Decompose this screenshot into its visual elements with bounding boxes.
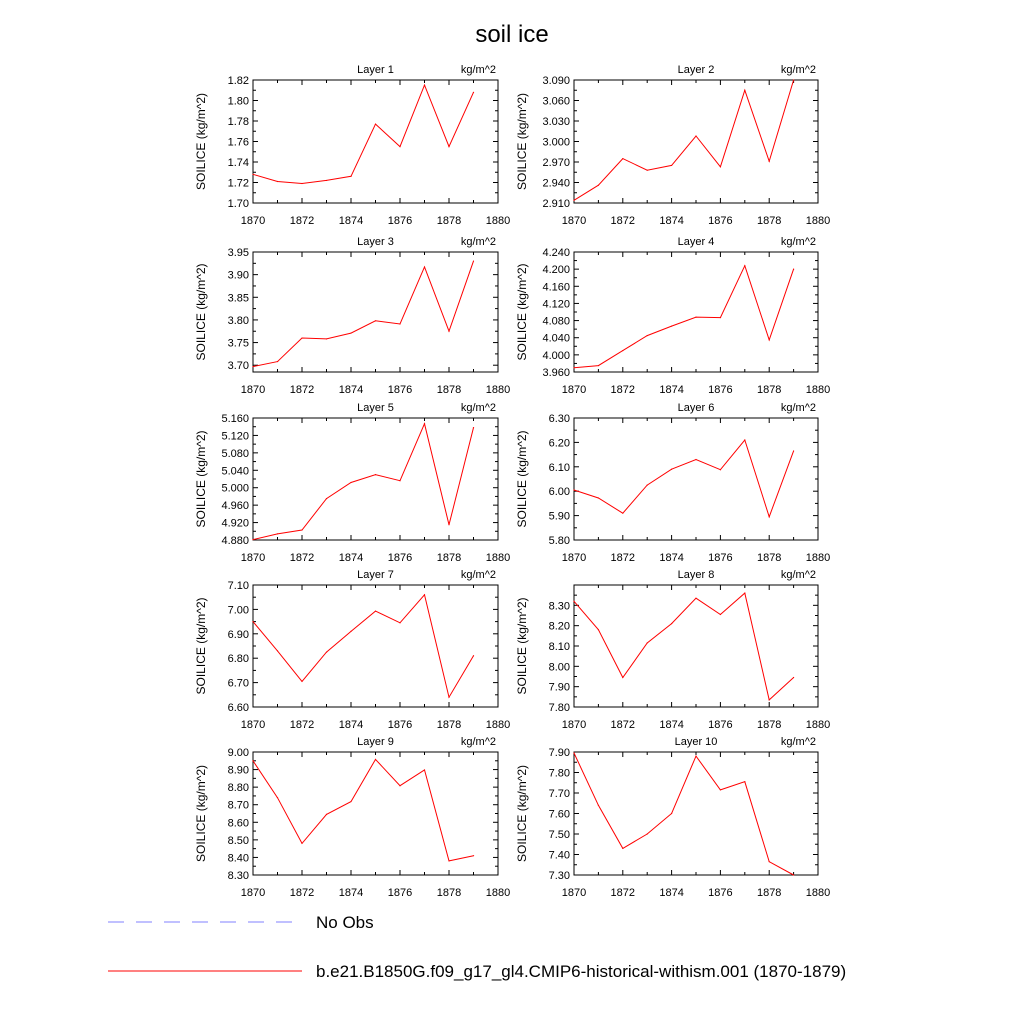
panel-title: Layer 9 bbox=[357, 736, 394, 748]
data-point bbox=[424, 85, 425, 86]
x-tick-label: 1872 bbox=[610, 384, 636, 396]
panel-units: kg/m^2 bbox=[780, 569, 816, 581]
panel-units: kg/m^2 bbox=[780, 236, 816, 248]
panel-layer-2 bbox=[515, 64, 830, 227]
series-line-model bbox=[574, 80, 794, 200]
x-tick-label: 1876 bbox=[387, 887, 413, 899]
panel-title: Layer 10 bbox=[674, 736, 718, 748]
x-tick-label: 1876 bbox=[708, 552, 733, 564]
data-point bbox=[793, 874, 794, 875]
series-line-model bbox=[574, 266, 794, 368]
y-tick-label: 3.960 bbox=[542, 367, 570, 379]
data-point bbox=[598, 805, 599, 806]
data-point bbox=[375, 474, 376, 475]
x-tick-label: 1874 bbox=[338, 719, 364, 731]
y-axis-label: SOILICE (kg/m^2) bbox=[194, 597, 208, 695]
data-point bbox=[720, 469, 721, 470]
series-line-model bbox=[253, 759, 474, 861]
series-line-model bbox=[574, 753, 794, 875]
data-point bbox=[793, 677, 794, 678]
panel-units: kg/m^2 bbox=[460, 569, 496, 581]
x-tick-label: 1872 bbox=[289, 384, 315, 396]
x-tick-label: 1872 bbox=[289, 719, 315, 731]
y-tick-label: 3.70 bbox=[227, 360, 249, 373]
x-tick-label: 1872 bbox=[610, 887, 636, 899]
x-tick-label: 1870 bbox=[240, 552, 266, 564]
x-tick-label: 1878 bbox=[756, 552, 782, 564]
y-tick-label: 3.000 bbox=[542, 136, 570, 149]
y-axis-label: SOILICE (kg/m^2) bbox=[515, 597, 529, 695]
data-point bbox=[598, 629, 599, 630]
data-point bbox=[350, 176, 351, 177]
x-tick-label: 1876 bbox=[708, 215, 733, 227]
y-tick-label: 5.080 bbox=[221, 447, 249, 460]
y-axis-label: SOILICE (kg/m^2) bbox=[515, 93, 529, 190]
x-tick-label: 1872 bbox=[289, 215, 315, 227]
x-tick-label: 1880 bbox=[485, 215, 511, 227]
data-point bbox=[695, 598, 696, 599]
data-point bbox=[720, 166, 721, 167]
data-point bbox=[326, 498, 327, 499]
y-tick-label: 6.90 bbox=[227, 628, 249, 641]
data-point bbox=[695, 317, 696, 318]
data-point bbox=[448, 524, 449, 525]
data-point bbox=[277, 181, 278, 182]
data-point bbox=[793, 269, 794, 270]
x-tick-label: 1874 bbox=[338, 384, 364, 396]
x-tick-label: 1870 bbox=[561, 887, 587, 899]
plot-frame bbox=[574, 252, 818, 372]
panel-layer-4 bbox=[515, 236, 830, 396]
data-point bbox=[473, 427, 474, 428]
data-point bbox=[301, 337, 302, 338]
data-point bbox=[301, 183, 302, 184]
data-point bbox=[399, 480, 400, 481]
data-point bbox=[301, 529, 302, 530]
x-tick-label: 1870 bbox=[240, 887, 266, 899]
data-point bbox=[573, 489, 574, 490]
y-tick-label: 8.50 bbox=[227, 834, 249, 847]
data-point bbox=[744, 593, 745, 594]
y-tick-label: 8.40 bbox=[227, 852, 249, 865]
data-point bbox=[473, 92, 474, 93]
x-tick-label: 1880 bbox=[485, 552, 511, 564]
y-tick-label: 4.040 bbox=[542, 332, 570, 345]
x-tick-label: 1876 bbox=[708, 384, 733, 396]
data-point bbox=[671, 623, 672, 624]
y-tick-label: 9.00 bbox=[227, 747, 249, 759]
y-axis-label: SOILICE (kg/m^2) bbox=[194, 263, 208, 361]
panel-title: Layer 4 bbox=[677, 236, 715, 248]
legend bbox=[108, 913, 846, 981]
y-tick-label: 4.160 bbox=[542, 281, 570, 294]
panel-layer-10 bbox=[515, 736, 830, 899]
data-point bbox=[622, 513, 623, 514]
data-point bbox=[375, 320, 376, 321]
y-tick-label: 2.970 bbox=[542, 157, 570, 169]
y-tick-label: 8.30 bbox=[227, 870, 249, 882]
data-point bbox=[769, 516, 770, 517]
figure-title: soil ice bbox=[475, 21, 549, 48]
data-point bbox=[350, 332, 351, 333]
data-point bbox=[573, 752, 574, 753]
data-point bbox=[326, 652, 327, 653]
y-tick-label: 4.960 bbox=[221, 500, 249, 513]
data-point bbox=[350, 482, 351, 483]
panel-title: Layer 1 bbox=[357, 64, 394, 76]
data-point bbox=[622, 848, 623, 849]
data-point bbox=[424, 266, 425, 267]
y-tick-label: 3.90 bbox=[227, 269, 249, 282]
y-tick-label: 6.60 bbox=[227, 702, 249, 714]
x-tick-label: 1870 bbox=[240, 384, 266, 396]
y-tick-label: 2.910 bbox=[542, 198, 570, 210]
panel-layer-1 bbox=[194, 64, 510, 227]
x-tick-label: 1878 bbox=[756, 215, 782, 227]
data-point bbox=[769, 699, 770, 700]
x-tick-label: 1876 bbox=[708, 887, 733, 899]
x-tick-label: 1878 bbox=[436, 215, 462, 227]
y-tick-label: 6.30 bbox=[548, 413, 570, 425]
series-line-model bbox=[574, 440, 794, 517]
y-axis-label: SOILICE (kg/m^2) bbox=[194, 430, 208, 528]
x-tick-label: 1880 bbox=[485, 719, 511, 731]
data-point bbox=[350, 801, 351, 802]
data-point bbox=[301, 681, 302, 682]
data-point bbox=[573, 367, 574, 368]
x-tick-label: 1878 bbox=[756, 384, 782, 396]
y-tick-label: 2.940 bbox=[542, 177, 570, 190]
panel-title: Layer 5 bbox=[357, 402, 394, 414]
x-tick-label: 1880 bbox=[805, 384, 831, 396]
data-point bbox=[671, 469, 672, 470]
x-tick-label: 1874 bbox=[338, 887, 364, 899]
data-point bbox=[769, 161, 770, 162]
data-point bbox=[622, 350, 623, 351]
data-point bbox=[473, 260, 474, 261]
data-point bbox=[647, 642, 648, 643]
y-tick-label: 4.240 bbox=[542, 247, 570, 259]
panel-title: Layer 8 bbox=[677, 569, 715, 581]
panel-units: kg/m^2 bbox=[460, 736, 496, 748]
y-tick-label: 4.000 bbox=[542, 349, 570, 362]
data-point bbox=[326, 180, 327, 181]
plot-frame bbox=[253, 80, 498, 203]
data-point bbox=[647, 335, 648, 336]
y-axis-label: SOILICE (kg/m^2) bbox=[194, 93, 208, 190]
y-tick-label: 3.060 bbox=[542, 95, 570, 108]
x-tick-label: 1880 bbox=[805, 719, 831, 731]
y-tick-label: 8.30 bbox=[548, 600, 570, 613]
data-point bbox=[424, 423, 425, 424]
y-tick-label: 6.70 bbox=[227, 677, 249, 690]
data-point bbox=[671, 165, 672, 166]
plot-frame bbox=[574, 80, 818, 203]
data-point bbox=[448, 697, 449, 698]
y-tick-label: 1.72 bbox=[227, 177, 249, 190]
y-tick-label: 7.10 bbox=[227, 580, 249, 592]
y-tick-label: 7.70 bbox=[548, 788, 570, 800]
y-tick-label: 1.82 bbox=[227, 75, 249, 87]
plot-frame bbox=[253, 752, 498, 875]
data-point bbox=[399, 146, 400, 147]
y-tick-label: 5.120 bbox=[221, 430, 249, 443]
data-point bbox=[622, 158, 623, 159]
y-tick-label: 6.10 bbox=[548, 461, 570, 474]
data-point bbox=[695, 459, 696, 460]
data-point bbox=[277, 361, 278, 362]
plot-frame bbox=[253, 585, 498, 707]
panel-units: kg/m^2 bbox=[780, 736, 816, 748]
x-tick-label: 1872 bbox=[289, 552, 315, 564]
panel-title: Layer 3 bbox=[357, 236, 394, 248]
data-point bbox=[350, 631, 351, 632]
y-tick-label: 3.80 bbox=[227, 314, 249, 327]
y-axis-label: SOILICE (kg/m^2) bbox=[515, 430, 529, 528]
x-tick-label: 1876 bbox=[387, 552, 413, 564]
data-point bbox=[598, 365, 599, 366]
data-point bbox=[671, 326, 672, 327]
series-line-model bbox=[253, 85, 474, 183]
x-tick-label: 1876 bbox=[387, 719, 413, 731]
y-tick-label: 4.920 bbox=[221, 517, 249, 530]
x-tick-label: 1870 bbox=[561, 384, 587, 396]
y-tick-label: 7.30 bbox=[548, 870, 570, 882]
panel-title: Layer 6 bbox=[677, 402, 715, 414]
data-point bbox=[252, 760, 253, 761]
x-tick-label: 1876 bbox=[708, 719, 733, 731]
data-point bbox=[252, 539, 253, 540]
x-tick-label: 1874 bbox=[338, 215, 364, 227]
panel-layer-5 bbox=[194, 402, 510, 564]
y-tick-label: 7.80 bbox=[548, 702, 570, 714]
y-tick-label: 3.95 bbox=[227, 247, 249, 259]
data-point bbox=[769, 339, 770, 340]
panel-units: kg/m^2 bbox=[460, 64, 496, 76]
y-axis-label: SOILICE (kg/m^2) bbox=[515, 263, 529, 361]
data-point bbox=[424, 769, 425, 770]
x-tick-label: 1878 bbox=[436, 719, 462, 731]
y-tick-label: 8.00 bbox=[548, 661, 570, 674]
data-point bbox=[647, 170, 648, 171]
panel-layer-6 bbox=[515, 402, 830, 564]
x-tick-label: 1880 bbox=[485, 887, 511, 899]
panel-units: kg/m^2 bbox=[460, 402, 496, 414]
data-point bbox=[399, 785, 400, 786]
panel-title: Layer 7 bbox=[357, 569, 394, 581]
plot-frame bbox=[574, 418, 818, 540]
data-point bbox=[622, 677, 623, 678]
y-tick-label: 3.75 bbox=[227, 337, 249, 350]
y-tick-label: 8.90 bbox=[227, 764, 249, 777]
y-tick-label: 7.40 bbox=[548, 849, 570, 862]
data-point bbox=[448, 331, 449, 332]
x-tick-label: 1878 bbox=[756, 719, 782, 731]
y-tick-label: 6.80 bbox=[227, 653, 249, 666]
y-tick-label: 8.70 bbox=[227, 799, 249, 812]
data-point bbox=[769, 861, 770, 862]
y-tick-label: 4.120 bbox=[542, 298, 570, 311]
panel-units: kg/m^2 bbox=[460, 236, 496, 248]
y-tick-label: 5.160 bbox=[221, 413, 249, 425]
y-tick-label: 5.80 bbox=[548, 535, 570, 547]
data-point bbox=[252, 366, 253, 367]
data-point bbox=[573, 200, 574, 201]
chart-panels bbox=[194, 64, 830, 899]
x-tick-label: 1870 bbox=[561, 552, 587, 564]
data-point bbox=[375, 123, 376, 124]
data-point bbox=[399, 323, 400, 324]
x-tick-label: 1878 bbox=[756, 887, 782, 899]
data-point bbox=[399, 622, 400, 623]
x-tick-label: 1872 bbox=[610, 215, 636, 227]
panel-layer-9 bbox=[194, 736, 510, 899]
data-point bbox=[720, 789, 721, 790]
x-tick-label: 1872 bbox=[289, 887, 315, 899]
x-tick-label: 1878 bbox=[436, 887, 462, 899]
x-tick-label: 1874 bbox=[659, 215, 684, 227]
y-tick-label: 7.00 bbox=[227, 604, 249, 617]
y-tick-label: 3.090 bbox=[542, 75, 570, 87]
data-point bbox=[573, 601, 574, 602]
data-point bbox=[326, 338, 327, 339]
x-tick-label: 1874 bbox=[659, 552, 684, 564]
y-tick-label: 8.20 bbox=[548, 620, 570, 633]
x-tick-label: 1876 bbox=[387, 215, 413, 227]
panel-title: Layer 2 bbox=[677, 64, 715, 76]
data-point bbox=[598, 497, 599, 498]
x-tick-label: 1874 bbox=[659, 719, 684, 731]
y-tick-label: 1.74 bbox=[227, 157, 249, 169]
data-point bbox=[375, 611, 376, 612]
data-point bbox=[793, 79, 794, 80]
data-point bbox=[744, 90, 745, 91]
plot-frame bbox=[574, 752, 818, 875]
x-tick-label: 1874 bbox=[338, 552, 364, 564]
series-line-model bbox=[574, 593, 794, 700]
plot-frame bbox=[253, 418, 498, 540]
y-tick-label: 4.200 bbox=[542, 264, 570, 277]
data-point bbox=[720, 614, 721, 615]
y-tick-label: 8.60 bbox=[227, 817, 249, 830]
y-tick-label: 5.90 bbox=[548, 510, 570, 523]
data-point bbox=[375, 759, 376, 760]
x-tick-label: 1870 bbox=[240, 719, 266, 731]
y-tick-label: 5.000 bbox=[221, 482, 249, 495]
data-point bbox=[277, 650, 278, 651]
data-point bbox=[720, 317, 721, 318]
series-line-model bbox=[253, 424, 474, 540]
x-tick-label: 1880 bbox=[805, 552, 831, 564]
data-point bbox=[695, 756, 696, 757]
data-point bbox=[473, 655, 474, 656]
data-point bbox=[793, 450, 794, 451]
data-point bbox=[695, 135, 696, 136]
y-tick-label: 8.10 bbox=[548, 641, 570, 653]
y-tick-label: 7.90 bbox=[548, 747, 570, 759]
x-tick-label: 1870 bbox=[240, 215, 266, 227]
y-tick-label: 3.030 bbox=[542, 116, 570, 128]
data-point bbox=[448, 146, 449, 147]
panel-units: kg/m^2 bbox=[780, 64, 816, 76]
y-tick-label: 1.70 bbox=[227, 198, 249, 210]
y-axis-label: SOILICE (kg/m^2) bbox=[515, 765, 529, 862]
x-tick-label: 1872 bbox=[610, 719, 636, 731]
x-tick-label: 1880 bbox=[485, 384, 511, 396]
data-point bbox=[301, 843, 302, 844]
data-point bbox=[424, 594, 425, 595]
y-axis-label: SOILICE (kg/m^2) bbox=[194, 765, 208, 862]
x-tick-label: 1880 bbox=[805, 887, 831, 899]
data-point bbox=[598, 185, 599, 186]
x-tick-label: 1880 bbox=[805, 215, 831, 227]
x-tick-label: 1876 bbox=[387, 384, 413, 396]
x-tick-label: 1874 bbox=[659, 887, 684, 899]
x-tick-label: 1878 bbox=[436, 552, 462, 564]
panel-layer-7 bbox=[194, 569, 510, 731]
y-tick-label: 1.78 bbox=[227, 116, 249, 128]
y-tick-label: 7.80 bbox=[548, 767, 570, 780]
plot-frame bbox=[253, 252, 498, 372]
data-point bbox=[252, 174, 253, 175]
data-point bbox=[647, 833, 648, 834]
y-tick-label: 6.20 bbox=[548, 437, 570, 450]
y-tick-label: 7.50 bbox=[548, 829, 570, 841]
legend-label-model: b.e21.B1850G.f09_g17_gl4.CMIP6-historical-withism.001 (1870-1879) bbox=[316, 962, 847, 981]
data-point bbox=[473, 855, 474, 856]
data-point bbox=[252, 621, 253, 622]
y-tick-label: 1.76 bbox=[227, 136, 249, 149]
data-point bbox=[744, 439, 745, 440]
x-tick-label: 1870 bbox=[561, 215, 587, 227]
x-tick-label: 1878 bbox=[436, 384, 462, 396]
panel-units: kg/m^2 bbox=[780, 402, 816, 414]
legend-label-no-obs: No Obs bbox=[316, 913, 374, 932]
series-line-model bbox=[253, 261, 474, 367]
y-tick-label: 6.00 bbox=[548, 486, 570, 499]
y-tick-label: 1.80 bbox=[227, 95, 249, 108]
x-tick-label: 1872 bbox=[610, 552, 636, 564]
x-tick-label: 1870 bbox=[561, 719, 587, 731]
data-point bbox=[277, 797, 278, 798]
data-point bbox=[326, 814, 327, 815]
y-tick-label: 8.80 bbox=[227, 782, 249, 795]
data-point bbox=[277, 533, 278, 534]
x-tick-label: 1874 bbox=[659, 384, 684, 396]
y-tick-label: 4.080 bbox=[542, 315, 570, 328]
data-point bbox=[744, 781, 745, 782]
data-point bbox=[647, 485, 648, 486]
panel-layer-3 bbox=[194, 236, 510, 396]
y-tick-label: 7.60 bbox=[548, 808, 570, 821]
data-point bbox=[671, 813, 672, 814]
y-tick-label: 4.880 bbox=[221, 535, 249, 547]
y-tick-label: 7.90 bbox=[548, 681, 570, 694]
panel-layer-8 bbox=[515, 569, 830, 731]
series-line-model bbox=[253, 595, 474, 697]
data-point bbox=[448, 860, 449, 861]
y-tick-label: 5.040 bbox=[221, 465, 249, 478]
y-tick-label: 3.85 bbox=[227, 292, 249, 305]
data-point bbox=[744, 265, 745, 266]
